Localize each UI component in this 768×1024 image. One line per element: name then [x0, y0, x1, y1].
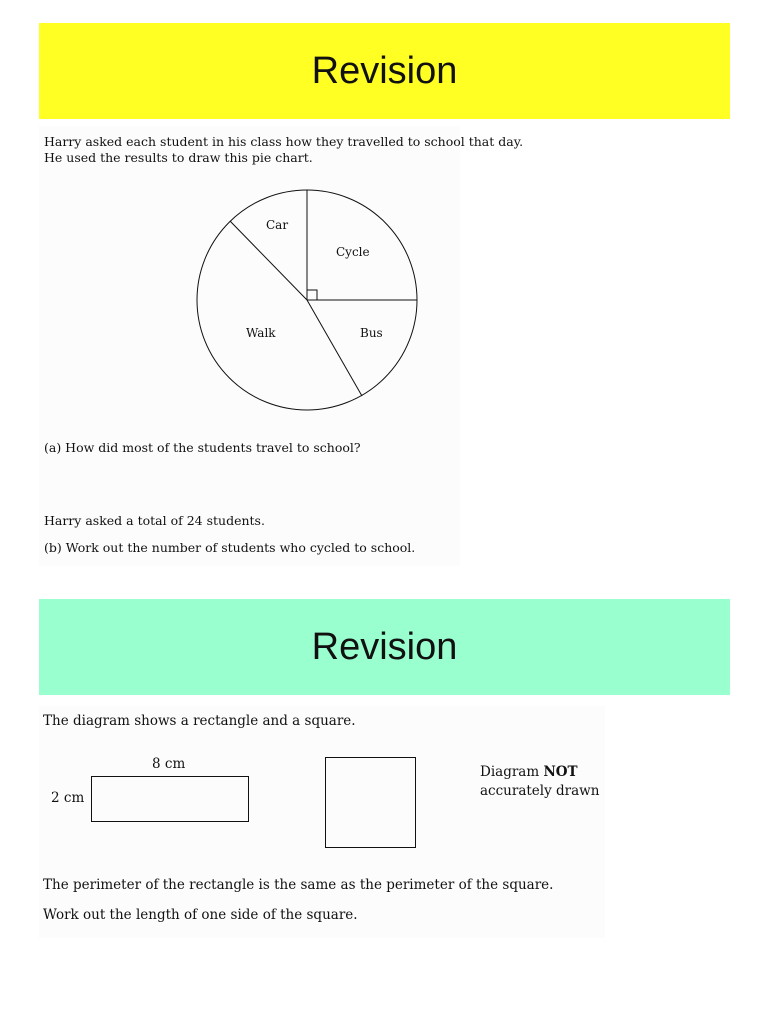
- banner-title: Revision: [311, 625, 458, 668]
- intro-line-2: He used the results to draw this pie chart.: [44, 150, 313, 165]
- rectangle-height-label: 2 cm: [51, 790, 85, 806]
- question-a: (a) How did most of the students travel to school?: [44, 440, 361, 455]
- pie-chart: [39, 126, 460, 426]
- perimeter-statement: The perimeter of the rectangle is the same as the perimeter of the square.: [43, 877, 554, 893]
- diagram-note-line-1: Diagram NOT: [480, 764, 578, 780]
- banner-title: Revision: [311, 49, 458, 92]
- diagram-intro: The diagram shows a rectangle and a square.: [43, 713, 356, 729]
- square-side-question: Work out the length of one side of the square.: [43, 907, 358, 923]
- pie-label-bus: Bus: [360, 326, 383, 340]
- rectangle-length-label: 8 cm: [152, 756, 186, 772]
- pie-chart-question: [39, 126, 524, 566]
- right-angle-marker: [307, 290, 317, 300]
- pie-label-cycle: Cycle: [336, 245, 370, 259]
- revision-banner-2: [39, 599, 730, 695]
- pie-divider-walk-bus: [307, 300, 362, 396]
- pie-divider-car-walk: [230, 221, 307, 300]
- intro-line-1: Harry asked each student in his class how they travelled to school that day.: [44, 134, 524, 149]
- perimeter-question: [39, 706, 605, 938]
- diagram-note-line-2: accurately drawn: [480, 783, 600, 799]
- question-b: (b) Work out the number of students who cycled to school.: [44, 540, 416, 555]
- square-shape: [325, 757, 416, 848]
- rectangle-shape: [91, 776, 249, 822]
- revision-banner-1: [39, 23, 730, 119]
- pie-label-walk: Walk: [246, 326, 276, 340]
- pie-label-car: Car: [266, 218, 289, 232]
- total-students: Harry asked a total of 24 students.: [44, 513, 265, 528]
